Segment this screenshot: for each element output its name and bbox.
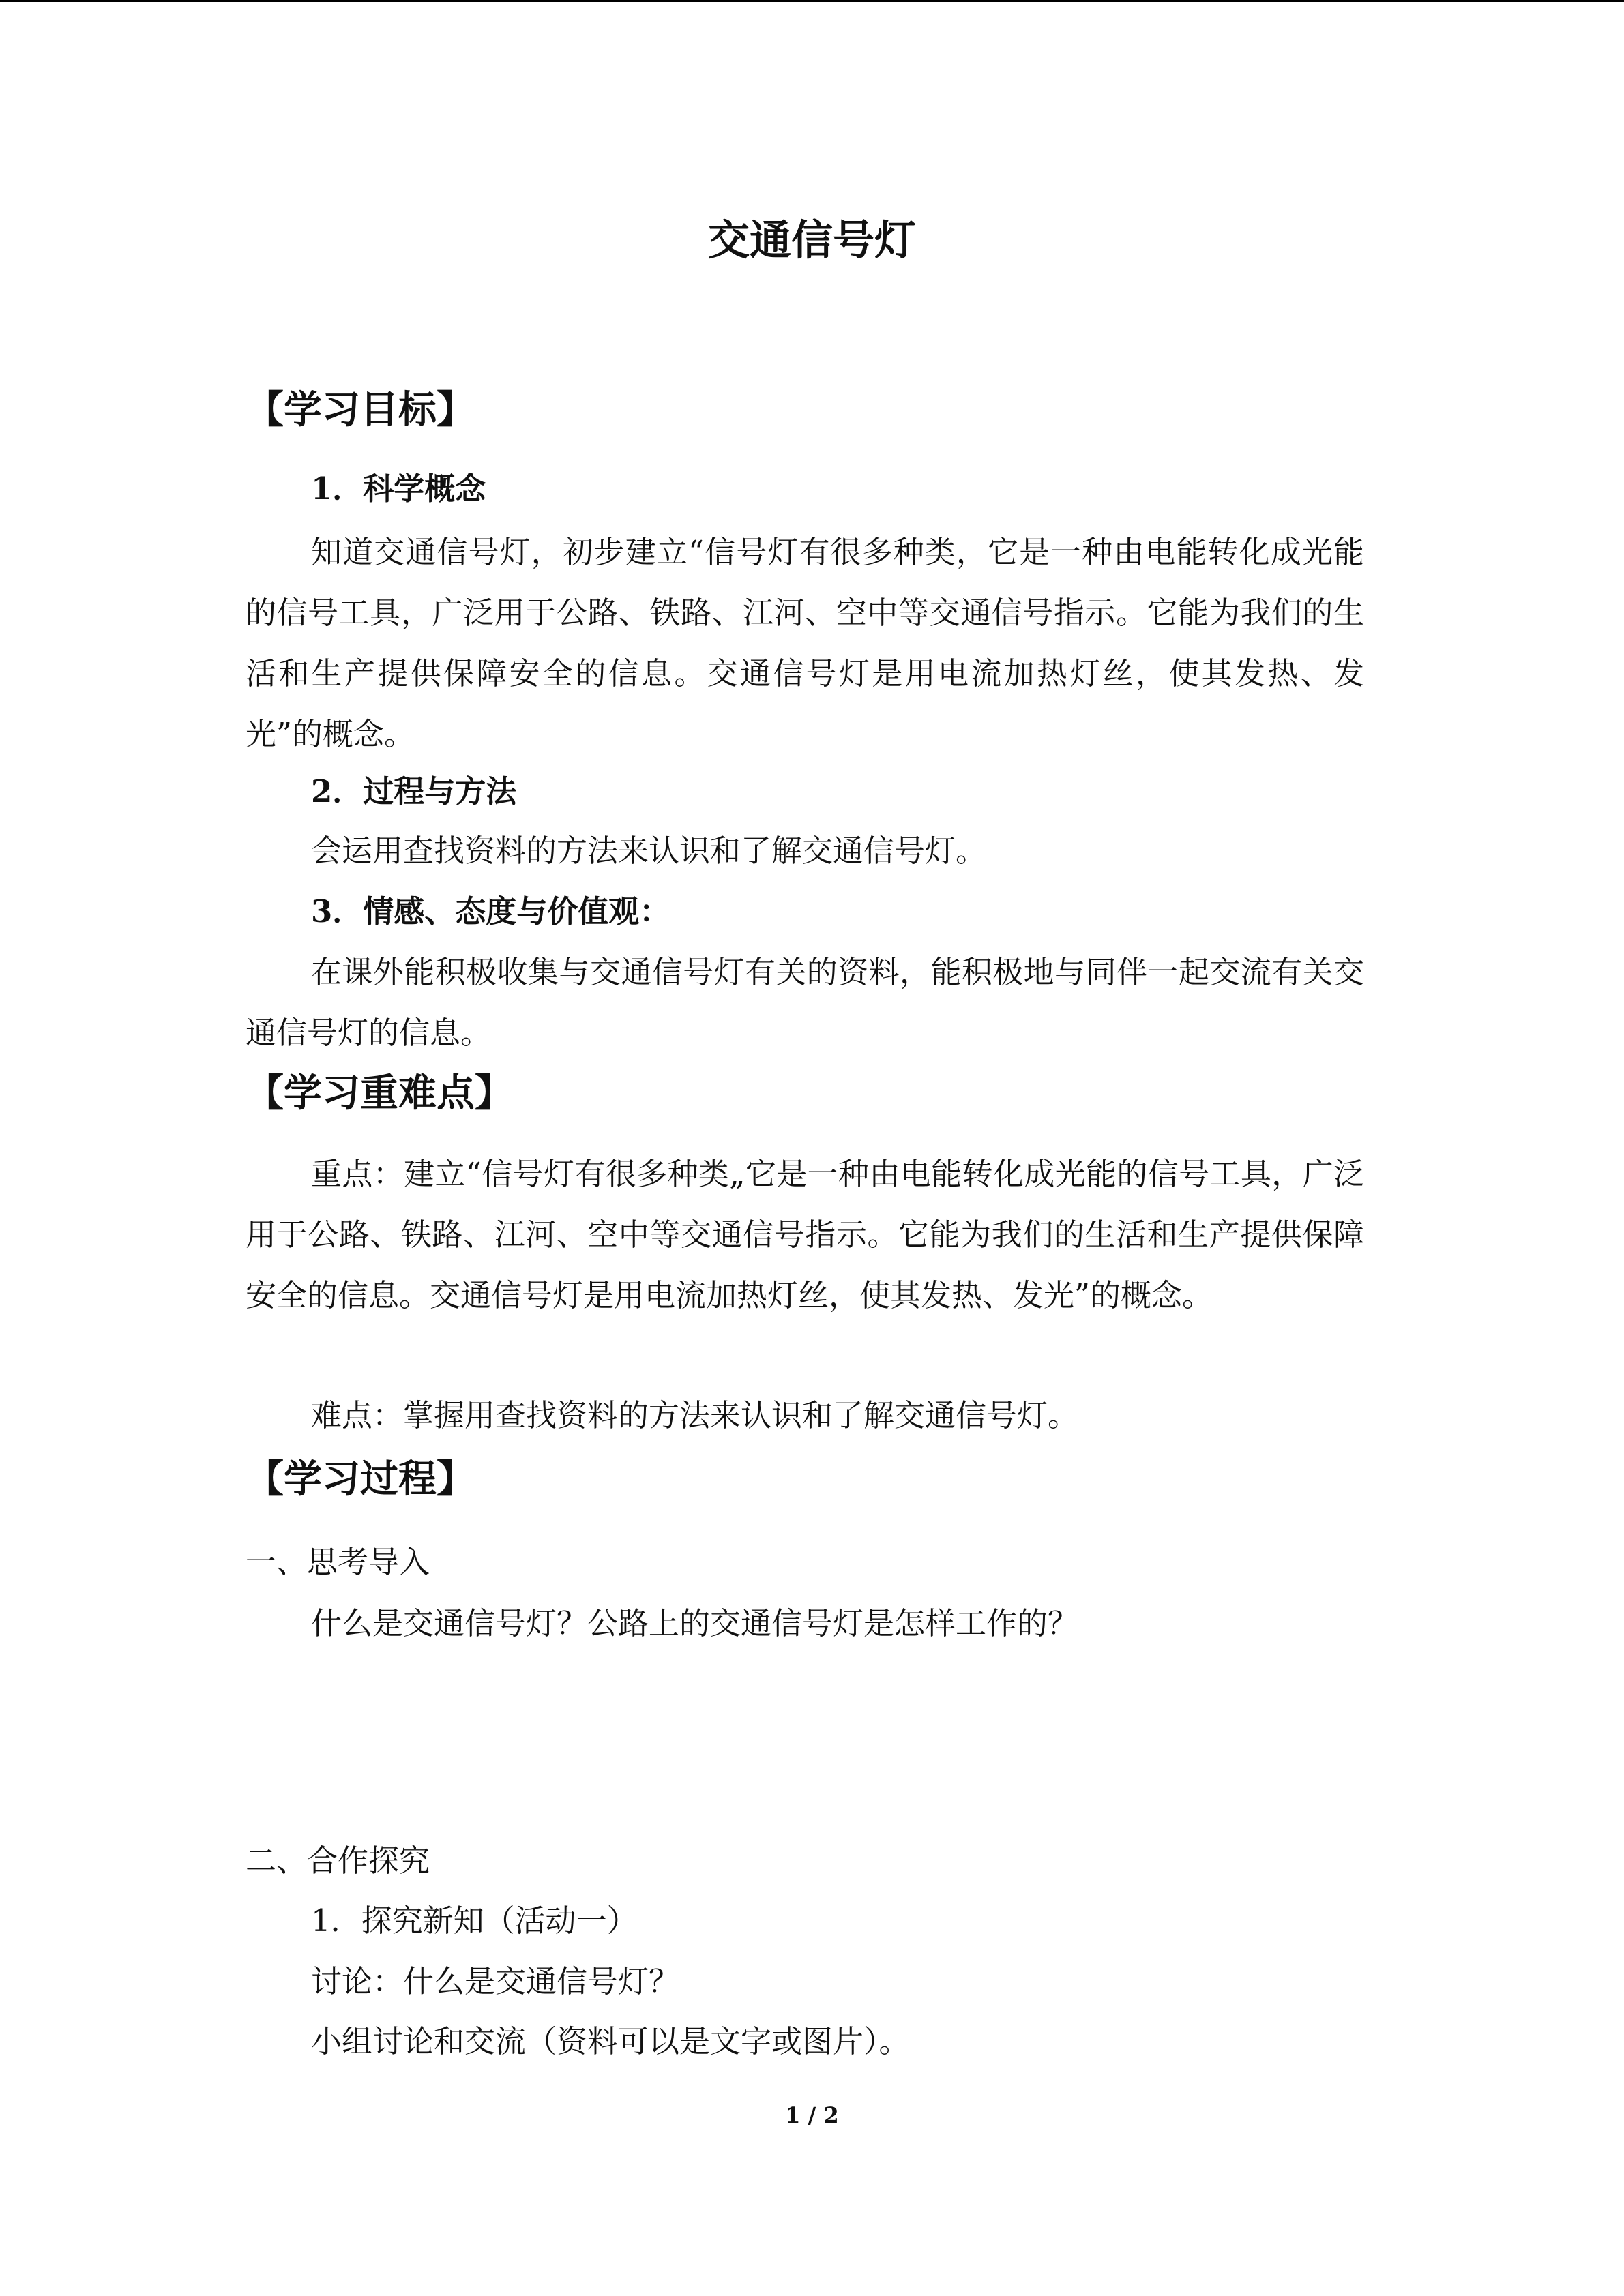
- activity-1-title: 1．探究新知（活动一）: [311, 1903, 638, 1939]
- objective-3-text: 在课外能积极收集与交通信号灯有关的资料，能积极地与同伴一起交流有关交通信号灯的信息。: [246, 954, 1364, 1051]
- heading-process: 【学习过程】: [246, 1457, 475, 1502]
- page-number: 1 / 2: [785, 2102, 839, 2128]
- heading-key-points: 【学习重难点】: [246, 1071, 513, 1116]
- objective-1-text: 知道交通信号灯，初步建立“信号灯有很多种类，它是一种由电能转化成光能的信号工具，广泛用于公路、铁路、江河、空中等交通信号指示。它能为我们的生活和生产提供保障安全的信息。交通信号灯是用电流加热灯丝，使其发热、发光”的概念。: [246, 534, 1364, 752]
- objective-2-text: 会运用查找资料的方法来认识和了解交通信号灯。: [311, 833, 987, 869]
- activity-1-discussion: 讨论：什么是交通信号灯？: [311, 1963, 680, 1999]
- heading-objectives: 【学习目标】: [246, 388, 475, 432]
- section-2-title: 二、合作探究: [246, 1843, 430, 1879]
- difficult-point-text: 难点：掌握用查找资料的方法来认识和了解交通信号灯。: [311, 1397, 1079, 1433]
- section-1-text: 什么是交通信号灯？公路上的交通信号灯是怎样工作的？: [311, 1605, 1079, 1641]
- document-title: 交通信号灯: [707, 216, 916, 265]
- objective-3-title: 3．情感、态度与价值观：: [311, 893, 670, 929]
- objective-1-title: 1．科学概念: [311, 471, 486, 507]
- key-point-text: 重点：建立“信号灯有很多种类„它是一种由电能转化成光能的信号工具，广泛用于公路、铁路、江河、空中等交通信号指示。它能为我们的生活和生产提供保障安全的信息。交通信号灯是用电流加热灯丝，使其发热、发光”的概念。: [246, 1156, 1364, 1313]
- activity-1-group: 小组讨论和交流（资料可以是文字或图片）。: [311, 2023, 910, 2059]
- section-1-title: 一、思考导入: [246, 1544, 430, 1580]
- objective-2-title: 2．过程与方法: [311, 773, 517, 809]
